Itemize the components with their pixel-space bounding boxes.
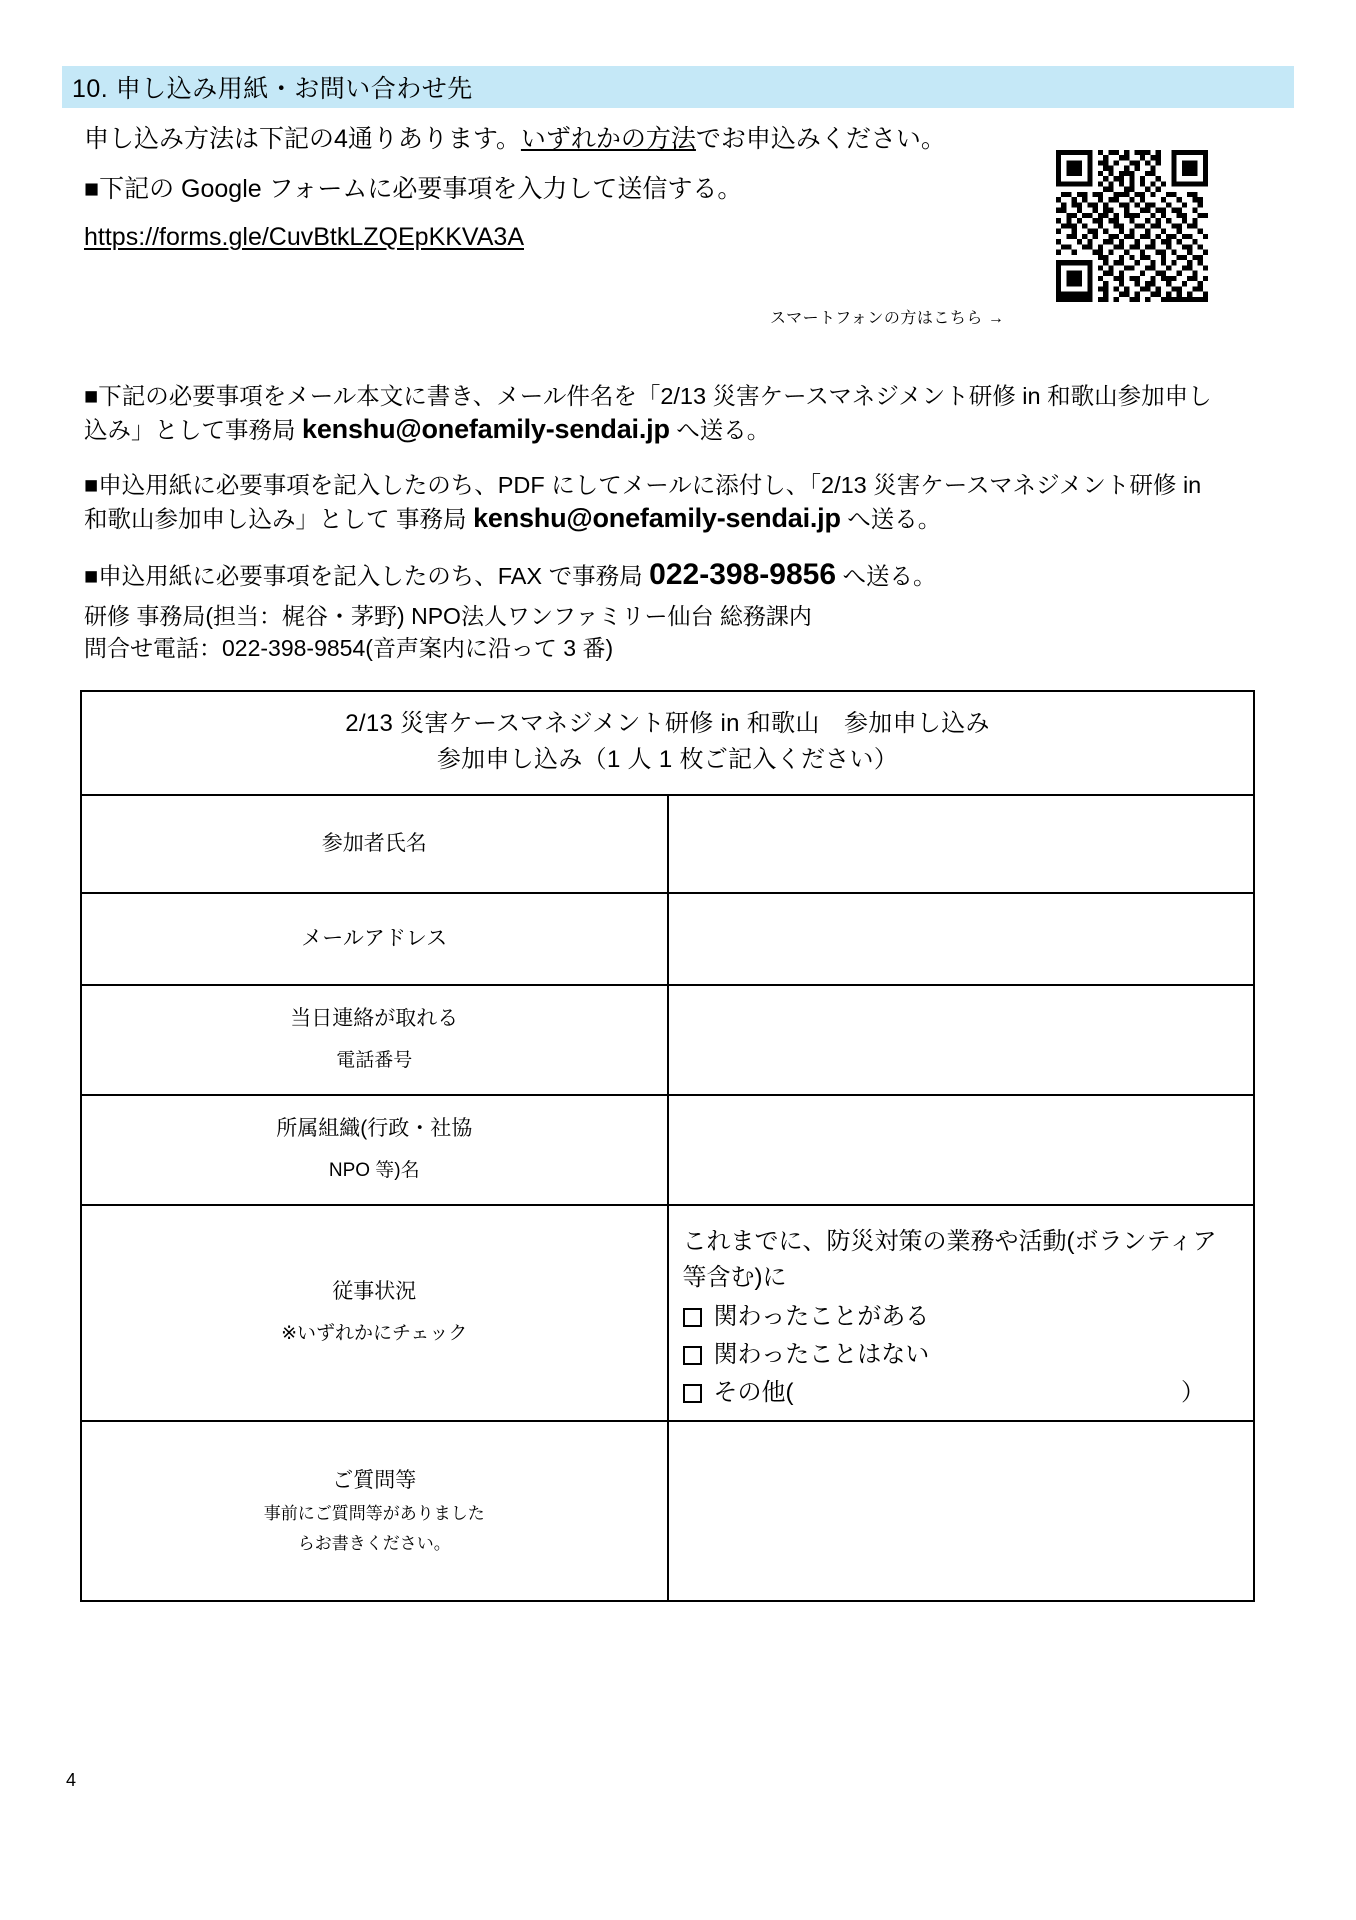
method-fax-pre: ■申込用紙に必要事項を記入したのち、FAX で事務局	[84, 563, 650, 589]
field-input-phone[interactable]	[668, 985, 1255, 1095]
table-row-title	[81, 691, 1254, 795]
method-pdf-line2-pre: 和歌山参加申し込み」として 事務局	[84, 506, 474, 532]
application-form-table	[80, 690, 1255, 1602]
field-label-phone	[81, 985, 668, 1095]
checkbox-icon[interactable]	[683, 1384, 702, 1403]
checkbox-option-label: 関わったことはない	[713, 1341, 930, 1368]
field-label-questions-line1: ご質問等	[332, 1469, 417, 1492]
page-number: 4	[66, 1770, 77, 1790]
contact-email-address-2[interactable]: kenshu@onefamily-sendai.jp	[473, 503, 841, 533]
field-label-experience-status	[81, 1205, 668, 1421]
checkbox-option-other-close-paren: ）	[1181, 1379, 1205, 1406]
intro-underlined-text: いずれかの方法	[520, 125, 696, 153]
table-row	[81, 893, 1254, 985]
method-mail-body	[84, 380, 1284, 447]
field-input-questions[interactable]	[668, 1421, 1255, 1601]
field-input-organization[interactable]	[668, 1095, 1255, 1205]
checkbox-option-has-experience[interactable]	[683, 1298, 1240, 1336]
table-row	[81, 1095, 1254, 1205]
table-row	[81, 985, 1254, 1095]
method-mail-body-line1: ■下記の必要事項をメール本文に書き、メール件名を「2/13 災害ケースマネジメント研修 in 和歌山参加申し	[84, 383, 1212, 409]
table-row	[81, 1421, 1254, 1601]
table-row	[81, 1205, 1254, 1421]
intro-text-before: 申し込み方法は下記の4通りあります。	[84, 125, 521, 153]
field-checkbox-group-experience	[668, 1205, 1255, 1421]
field-label-questions-line2: 事前にご質問等がありました	[263, 1504, 485, 1523]
field-label-experience-status-note: ※いずれかにチェック	[281, 1323, 468, 1344]
field-label-questions-line3: らお書きください。	[297, 1534, 451, 1553]
field-label-questions	[81, 1421, 668, 1601]
method-fax-post: へ送る。	[836, 563, 937, 589]
field-label-phone-line1: 当日連絡が取れる	[290, 1007, 459, 1030]
form-title-cell	[81, 691, 1254, 795]
checkbox-option-label: その他(	[713, 1379, 794, 1406]
method-pdf-attachment	[84, 469, 1284, 536]
intro-text-after: でお申込みください。	[695, 125, 946, 153]
field-label-phone-line2: 電話番号	[336, 1050, 413, 1071]
checkbox-option-no-experience[interactable]	[683, 1336, 1240, 1374]
method-fax	[84, 558, 1284, 593]
field-label-participant-name: 参加者氏名	[81, 795, 668, 893]
field-label-experience-status-line1: 従事状況	[332, 1280, 417, 1303]
field-label-organization-line1: 所属組織(行政・社協	[276, 1117, 473, 1140]
method-mail-body-line2-pre: 込み」として事務局	[84, 417, 303, 443]
checkbox-option-label: 関わったことがある	[713, 1303, 930, 1330]
contact-email-address-1[interactable]: kenshu@onefamily-sendai.jp	[302, 414, 670, 444]
form-title-line1: 2/13 災害ケースマネジメント研修 in 和歌山 参加申し込み	[345, 710, 990, 737]
field-input-email[interactable]	[668, 893, 1255, 985]
field-label-organization	[81, 1095, 668, 1205]
method-google-form-bullet: ■下記の Google フォームに必要事項を入力して送信する。	[84, 175, 743, 203]
method-pdf-line1: ■申込用紙に必要事項を記入したのち、PDF にしてメールに添付し、「2/13 災害ケースマネジメント研修 in	[84, 472, 1202, 498]
qr-code-image	[1056, 150, 1208, 302]
checkbox-icon[interactable]	[683, 1346, 702, 1365]
application-methods-block	[84, 380, 1284, 615]
checkbox-icon[interactable]	[683, 1308, 702, 1327]
contact-info-block	[84, 600, 812, 664]
qr-code-caption: スマートフォンの方はこちら →	[770, 310, 1005, 327]
table-row	[81, 795, 1254, 893]
contact-phone-line: 問合せ電話：022-398-9854(音声案内に沿って 3 番)	[84, 635, 614, 661]
contact-office-line: 研修 事務局(担当：梶谷・茅野) NPO法人ワンファミリー仙台 総務課内	[84, 603, 812, 629]
field-label-email: メールアドレス	[81, 893, 668, 985]
method-mail-body-line2-post: へ送る。	[669, 417, 771, 443]
field-input-participant-name[interactable]	[668, 795, 1255, 893]
checkbox-group-lead-text: これまでに、防災対策の業務や活動(ボランティア等含む)に	[682, 1228, 1217, 1291]
checkbox-option-other[interactable]	[683, 1374, 1240, 1412]
method-pdf-line2-post: へ送る。	[840, 506, 942, 532]
google-form-url-link[interactable]: https://forms.gle/CuvBtkLZQEpKKVA3A	[84, 223, 524, 251]
form-title-line2: 参加申し込み（1 人 1 枚ご記入ください）	[436, 746, 899, 773]
section-heading-bar	[62, 66, 1294, 108]
fax-number: 022-398-9856	[649, 558, 836, 591]
field-label-organization-line2: NPO 等)名	[328, 1160, 420, 1181]
section-heading-text: 10. 申し込み用紙・お問い合わせ先	[72, 75, 473, 103]
